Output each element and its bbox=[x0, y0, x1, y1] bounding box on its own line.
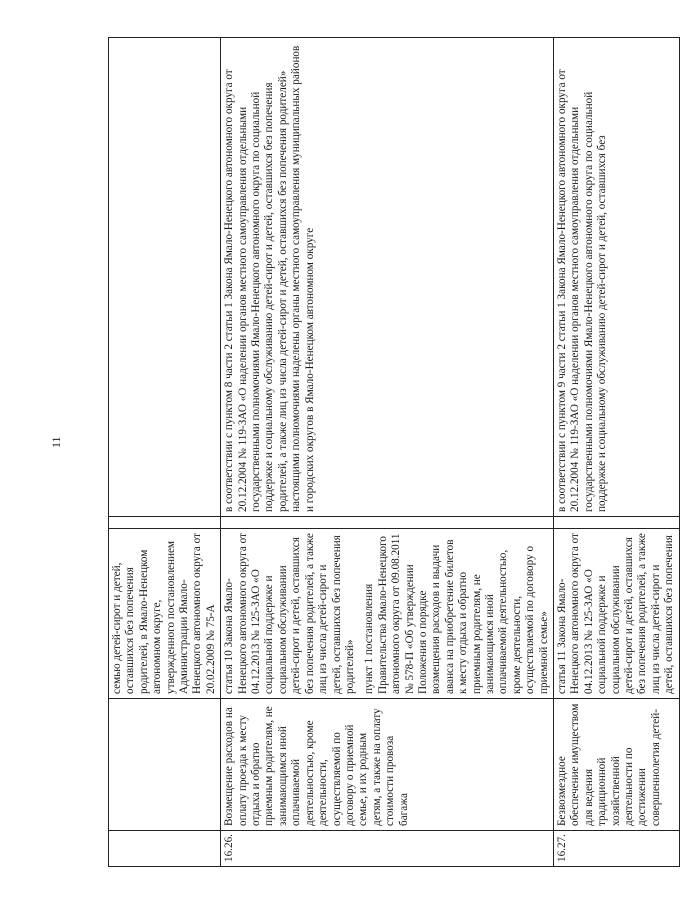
spacer-cell bbox=[554, 517, 680, 529]
page-number: 11 bbox=[49, 436, 63, 448]
rotated-table-sheet bbox=[108, 37, 676, 867]
legal-basis-cell bbox=[554, 529, 680, 699]
measure-name-cell: Возмещение расходов на оплату проезда к месту отдыха и обратно приемным родителям, не занимающимся иной оплачиваемой деятельностью, кроме деятельности, осуществляемой по договору о приемной семье, и их родным детям, а также на оплату стоимости провоза багажа bbox=[221, 699, 554, 831]
measure-name-cell: Безвозмездное обеспечение имуществом для ведения традиционной хозяйственной деятельности по достижении совершеннолетия детей- bbox=[554, 699, 680, 831]
legal-basis-text: статья 10 Закона Ямало-Ненецкого автономного округа от 04.12.2013 № 125-ЗАО «О социальной поддержке и социальном обслуживании детей-сирот и детей, оставшихся без попечения родителей, а также лиц из числа детей-сирот и детей, оставшихся без попечения родителей» bbox=[223, 533, 356, 694]
legal-basis-text: семью детей-сирот и детей, оставшихся без попечения родителей, в Ямало-Ненецком автономном округе, утвержденного постановлением Администрации Ямало-Ненецкого автономного округа от 20.02.2009 № 75-А bbox=[111, 533, 217, 694]
legal-basis-text: пункт 1 постановления Правительства Ямало-Ненецкого автономного округа от 09.08.2011 № 578-П «Об утверждении Положения о порядке возмещения расходов и выдачи аванса на приобретение билетов к месту отдыха и обратно приемным родителям, не занимающимся иной оплачиваемой деятельностью, кроме деятельности, осуществляемой по договору о приемной семье» bbox=[363, 533, 550, 694]
row-number-cell: 16.26. bbox=[221, 831, 554, 867]
table-row bbox=[554, 38, 680, 867]
row-number-cell: 16.27. bbox=[554, 831, 680, 867]
table-row bbox=[109, 38, 221, 867]
row-number-cell bbox=[109, 831, 221, 867]
legal-basis-cell bbox=[109, 529, 221, 699]
powers-cell: в соответствии с пунктом 8 части 2 статьи 1 Закона Ямало-Ненецкого автономного округа от 20.12.2004 № 119-ЗАО «О наделении органов местного самоуправления отдельными государственными полномочиями Ямало-Ненецкого автономного округа по социальной поддержке и социальному обслуживанию детей-сирот и детей, оставшихся без попечения родителей, а также лиц из числа детей-сирот и детей, оставшихся без попечения родителей» настоящими полномочиями наделены органы местного самоуправления муниципальных районов и городских округов в Ямало-Ненецком автономном округе bbox=[221, 38, 554, 517]
legal-basis-text: статья 11 Закона Ямало-Ненецкого автономного округа от 04.12.2013 № 125-ЗАО «О социальной поддержке и социальном обслуживании детей-сирот и детей, оставшихся без попечения родителей, а также лиц из числа детей-сирот и детей, оставшихся без попечения bbox=[556, 533, 676, 694]
measure-name-cell bbox=[109, 699, 221, 831]
powers-cell bbox=[109, 38, 221, 517]
legal-basis-cell bbox=[221, 529, 554, 699]
authority-table bbox=[108, 37, 680, 867]
spacer-cell bbox=[221, 517, 554, 529]
powers-cell: в соответствии с пунктом 9 части 2 статьи 1 Закона Ямало-Ненецкого автономного округа от 20.12.2004 № 119-ЗАО «О наделении органов местного самоуправления отдельными государственными полномочиями Ямало-Ненецкого автономного округа по социальной поддержке и социальному обслуживанию детей-сирот и детей, оставшихся без bbox=[554, 38, 680, 517]
table-row bbox=[221, 38, 554, 867]
spacer-cell bbox=[109, 517, 221, 529]
